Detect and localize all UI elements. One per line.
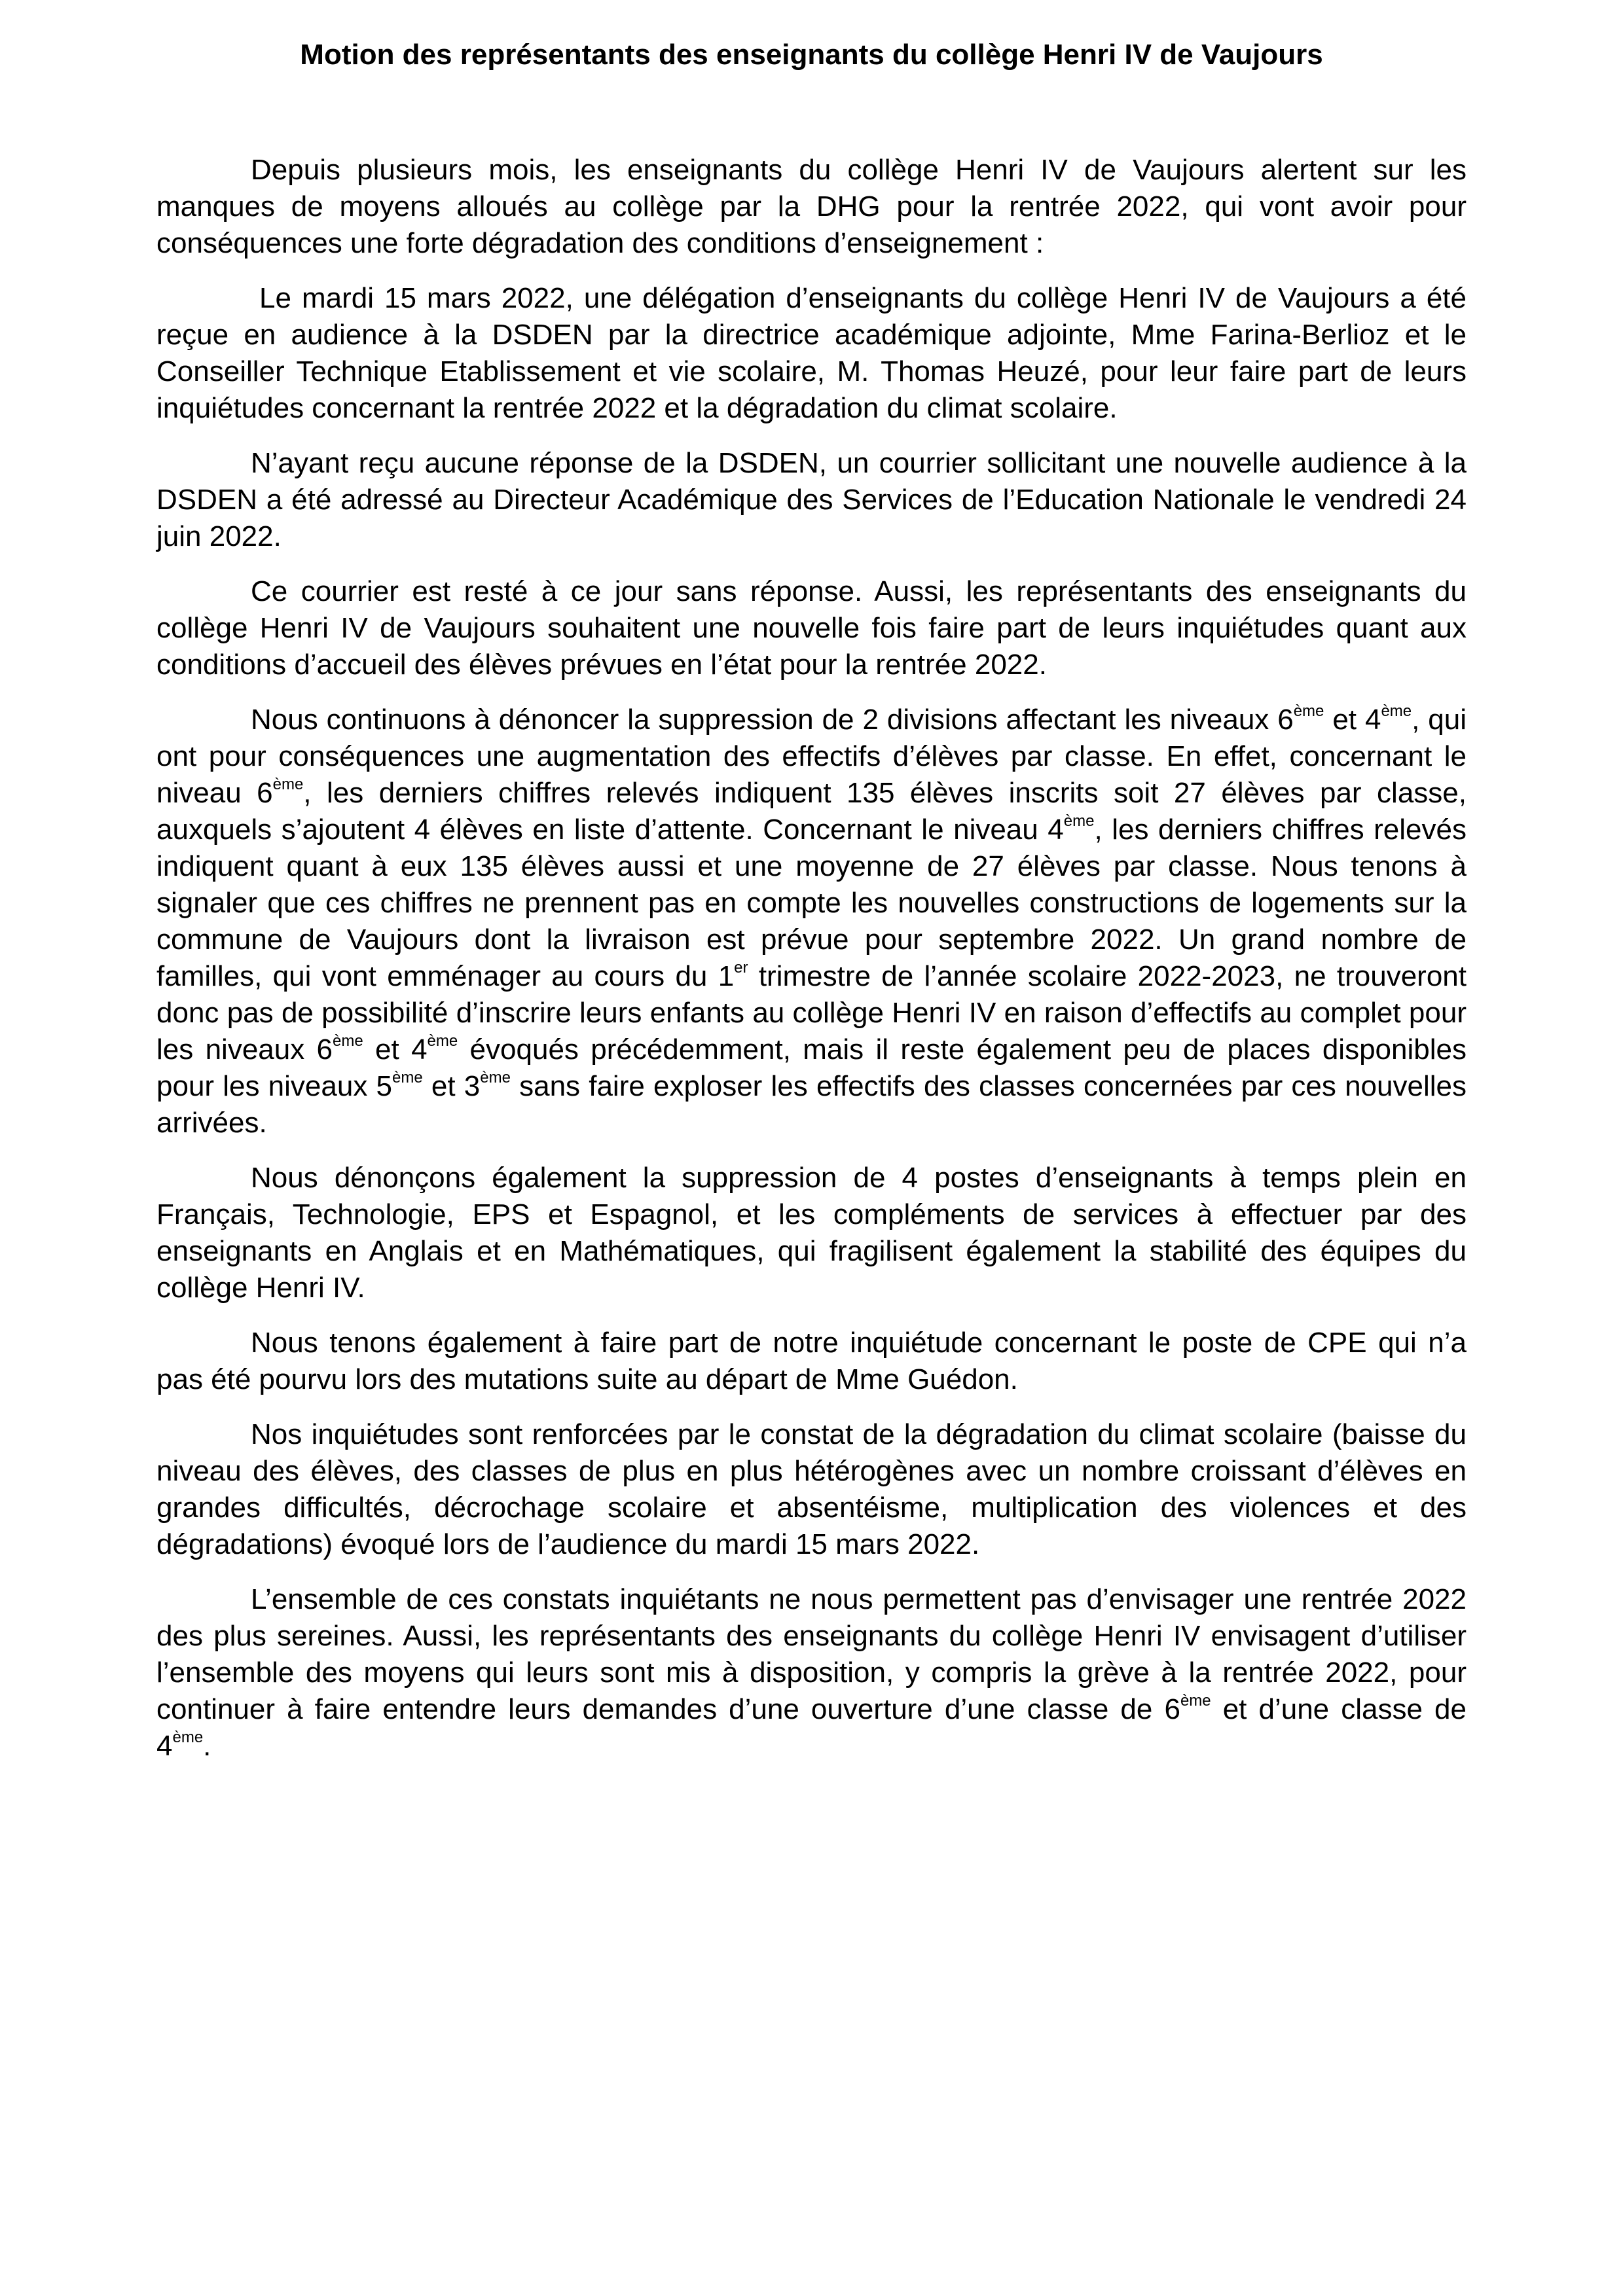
paragraph-3: N’ayant reçu aucune réponse de la DSDEN, un courrier sollicitant une nouvelle audience à la DSDEN a été adressé au Directeur Académique des Services de l’Education Nationale le vendredi 24 juin 2022. xyxy=(156,447,1467,552)
ordinal-suffix: ème xyxy=(1381,702,1412,720)
paragraph-5-text: , qui ont pour conséquences une augmentation des effectifs d’élèves par classe. En effet, concernant le niveau 6 xyxy=(156,704,1467,809)
paragraph-5-text: , les derniers chiffres relevés indiquent quant à eux 135 élèves aussi et une moyenne de 27 élèves par classe. Nous tenons à signaler que ces chiffres ne prennent pas en compte les nouvelles constructions de logements sur la commune de Vaujours dont la livraison est prévue pour septembre 2022. Un grand nombre de familles, qui vont emménager au cours du 1 xyxy=(156,814,1467,992)
paragraph-5-text: , les derniers chiffres relevés indiquent 135 élèves inscrits soit 27 élèves par classe, auxquels s’ajoutent 4 élèves en liste d’attente. Concernant le niveau 4 xyxy=(156,777,1467,846)
paragraph-1: Depuis plusieurs mois, les enseignants du collège Henri IV de Vaujours alertent sur les manques de moyens alloués au collège par la DHG pour la rentrée 2022, qui vont avoir pour conséquences une forte dégradation des conditions d’enseignement : xyxy=(156,154,1467,259)
document-body xyxy=(156,152,1467,1783)
ordinal-suffix: ème xyxy=(1293,702,1324,720)
paragraph-9-text: et d’une classe de 4 xyxy=(156,1693,1467,1762)
paragraph-5-text: trimestre de l’année scolaire 2022-2023, ne trouveront donc pas de possibilité d’inscrire leurs enfants au collège Henri IV en raison d’effectifs au complet pour les niveaux 6 xyxy=(156,960,1467,1066)
ordinal-suffix: ème xyxy=(392,1069,423,1086)
paragraph-5-text: Nous continuons à dénoncer la suppression de 2 divisions affectant les niveaux 6 xyxy=(251,704,1294,736)
ordinal-suffix: ème xyxy=(1063,812,1095,830)
ordinal-suffix: ème xyxy=(427,1032,458,1050)
paragraph-5-text: sans faire exploser les effectifs des classes concernées par ces nouvelles arrivées. xyxy=(156,1070,1467,1139)
paragraph-5 xyxy=(156,702,1467,1141)
ordinal-suffix: ème xyxy=(172,1729,204,1746)
paragraph-8: Nos inquiétudes sont renforcées par le constat de la dégradation du climat scolaire (baisse du niveau des élèves, des classes de plus en plus hétérogènes avec un nombre croissant d’élèves en grandes difficultés, décrochage scolaire et absentéisme, multiplication des violences et des dégradations) évoqué lors de l’audience du mardi 15 mars 2022. xyxy=(156,1418,1467,1560)
ordinal-suffix: ème xyxy=(1180,1692,1211,1710)
ordinal-suffix: ème xyxy=(272,776,304,793)
ordinal-suffix: ème xyxy=(333,1032,363,1050)
paragraph-5-text: et 4 xyxy=(363,1033,428,1066)
ordinal-suffix: er xyxy=(734,959,748,977)
paragraph-9 xyxy=(156,1581,1467,1765)
paragraph-6: Nous dénonçons également la suppression de 4 postes d’enseignants à temps plein en Français, Technologie, EPS et Espagnol, et les compléments de services à effectuer par des enseignants en Anglais et en Mathématiques, qui fragilisent également la stabilité des équipes du collège Henri IV. xyxy=(156,1162,1467,1304)
paragraph-7: Nous tenons également à faire part de notre inquiétude concernant le poste de CPE qui n’a pas été pourvu lors des mutations suite au départ de Mme Guédon. xyxy=(156,1327,1467,1395)
paragraph-9-text: L’ensemble de ces constats inquiétants ne nous permettent pas d’envisager une rentrée 2022 des plus sereines. Aussi, les représentants des enseignants du collège Henri IV envisagent d’utiliser l’ensemble des moyens qui leurs sont mis à disposition, y compris la grève à la rentrée 2022, pour continuer à faire entendre leurs demandes d’une ouverture d’une classe de 6 xyxy=(156,1583,1467,1725)
paragraph-4: Ce courrier est resté à ce jour sans réponse. Aussi, les représentants des enseignants du collège Henri IV de Vaujours souhaitent une nouvelle fois faire part de leurs inquiétudes quant aux conditions d’accueil des élèves prévues en l’état pour la rentrée 2022. xyxy=(156,575,1467,681)
paragraph-5-text: évoqués précédemment, mais il reste également peu de places disponibles pour les niveaux 5 xyxy=(156,1033,1467,1102)
paragraph-5-text: et 3 xyxy=(422,1070,481,1102)
paragraph-9-text: . xyxy=(203,1730,211,1762)
ordinal-suffix: ème xyxy=(480,1069,511,1086)
paragraph-2: Le mardi 15 mars 2022, une délégation d’enseignants du collège Henri IV de Vaujours a été reçue en audience à la DSDEN par la directrice académique adjointe, Mme Farina-Berlioz et le Conseiller Technique Etablissement et vie scolaire, M. Thomas Heuzé, pour leur faire part de leurs inquiétudes concernant la rentrée 2022 et la dégradation du climat scolaire. xyxy=(156,282,1467,424)
paragraph-5-text: et 4 xyxy=(1324,704,1381,736)
document-title: Motion des représentants des enseignants du collège Henri IV de Vaujours xyxy=(300,39,1323,71)
